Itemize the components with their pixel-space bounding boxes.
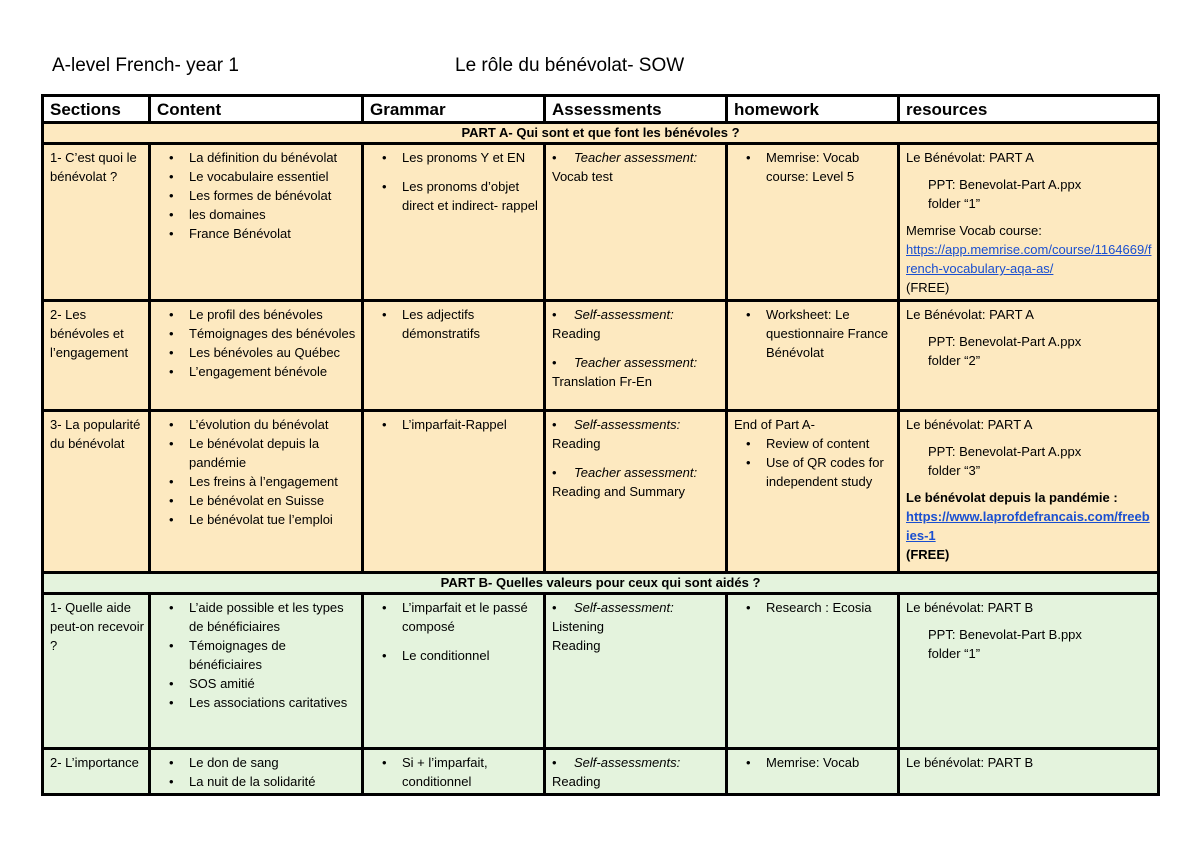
ppt-file: PPT: Benevolat-Part A.ppx (928, 444, 1082, 459)
resource-title: Le Bénévolat: PART A (906, 150, 1034, 165)
grammar-cell (363, 594, 545, 749)
list-item: • Research : Ecosia (734, 598, 893, 617)
part-b-heading-row (43, 573, 1159, 594)
assessment-text: Listening (552, 619, 605, 634)
content-cell (150, 594, 363, 749)
section-cell: 2- Les bénévoles et l’engagement (43, 301, 150, 411)
assessment-label: • Self-assessments: (552, 755, 680, 770)
folder-label: folder “2” (928, 353, 981, 368)
list-item: • les domaines (157, 205, 357, 224)
assessments-cell (545, 411, 727, 573)
folder-label: folder “3” (928, 463, 981, 478)
list-item: • La définition du bénévolat (157, 148, 357, 167)
resource-title: Le Bénévolat: PART A (906, 307, 1034, 322)
assessment-label: • Self-assessment: (552, 307, 674, 322)
list-item: • Le vocabulaire essentiel (157, 167, 357, 186)
scheme-of-work-table (41, 94, 1160, 796)
grammar-cell (363, 411, 545, 573)
column-header-grammar: Grammar (363, 96, 545, 123)
list-item: • Les adjectifs démonstratifs (370, 305, 539, 343)
list-item: • Memrise: Vocab course: Level 5 (734, 148, 893, 186)
list-item: • Le conditionnel (370, 646, 539, 665)
list-item: • Memrise: Vocab (734, 753, 893, 772)
homework-cell (727, 144, 899, 301)
list-item: • Le bénévolat depuis la pandémie (157, 434, 357, 472)
list-item: • L’engagement bénévole (157, 362, 357, 381)
ppt-file: PPT: Benevolat-Part A.ppx (928, 177, 1082, 192)
section-cell: 1- C’est quoi le bénévolat ? (43, 144, 150, 301)
memrise-link[interactable]: https://app.memrise.com/course/1164669/french-vocabulary-aqa-as/ (906, 242, 1152, 276)
ppt-file: PPT: Benevolat-Part A.ppx (928, 334, 1082, 349)
folder-label: folder “1” (928, 646, 981, 661)
grammar-cell (363, 144, 545, 301)
list-item: • Les associations caritatives (157, 693, 357, 712)
list-item: • Les pronoms d’objet direct et indirect- rappel (370, 177, 539, 215)
content-cell (150, 301, 363, 411)
assessment-text: Reading (552, 326, 601, 341)
list-item: • France Bénévolat (157, 224, 357, 243)
column-header-homework: homework (727, 96, 899, 123)
part-b-title: PART B- Quelles valeurs pour ceux qui sont aidés ? (43, 573, 1159, 594)
list-item: • Use of QR codes for independent study (734, 453, 893, 491)
memrise-label: Memrise Vocab course: (906, 223, 1042, 238)
list-item: • Témoignages des bénévoles (157, 324, 357, 343)
sow-title: Le rôle du bénévolat- SOW (455, 55, 685, 76)
table-row (43, 301, 1159, 411)
resource-title: Le bénévolat: PART B (906, 600, 1034, 615)
list-item: • Les freins à l’engagement (157, 472, 357, 491)
ppt-file: PPT: Benevolat-Part B.ppx (928, 627, 1082, 642)
assessment-text: Vocab test (552, 169, 613, 184)
list-item: • Les pronoms Y et EN (370, 148, 539, 167)
content-cell (150, 411, 363, 573)
content-cell (150, 144, 363, 301)
list-item: • Le profil des bénévoles (157, 305, 357, 324)
part-a-heading-row (43, 123, 1159, 144)
resources-cell (899, 749, 1159, 795)
table-row (43, 144, 1159, 301)
list-item: • SOS amitié (157, 674, 357, 693)
folder-label: folder “1” (928, 196, 981, 211)
section-cell: 1- Quelle aide peut-on recevoir ? (43, 594, 150, 749)
free-label: (FREE) (906, 280, 950, 295)
list-item: • L’évolution du bénévolat (157, 415, 357, 434)
assessments-cell (545, 594, 727, 749)
list-item: • Les formes de bénévolat (157, 186, 357, 205)
table-row (43, 594, 1159, 749)
section-cell: 3- La popularité du bénévolat (43, 411, 150, 573)
homework-cell (727, 749, 899, 795)
resource-title: Le bénévolat: PART B (906, 755, 1034, 770)
grammar-cell (363, 301, 545, 411)
extra-resource-label: Le bénévolat depuis la pandémie : (906, 490, 1118, 505)
list-item: • L’imparfait et le passé composé (370, 598, 539, 636)
assessment-label: • Teacher assessment: (552, 465, 697, 480)
resources-cell (899, 301, 1159, 411)
list-item: • La nuit de la solidarité (157, 772, 357, 791)
list-item: • L’aide possible et les types de bénéficiaires (157, 598, 357, 636)
document-header (52, 55, 1152, 85)
assessment-label: • Self-assessments: (552, 417, 680, 432)
list-item: • Le bénévolat en Suisse (157, 491, 357, 510)
assessment-text: Reading (552, 774, 601, 789)
assessments-cell (545, 749, 727, 795)
resources-cell (899, 144, 1159, 301)
laprofdefrancais-link[interactable]: https://www.laprofdefrancais.com/freebies-1 (906, 509, 1150, 543)
resource-title: Le bénévolat: PART A (906, 417, 1033, 432)
assessment-text: Reading (552, 436, 601, 451)
list-item: • Les bénévoles au Québec (157, 343, 357, 362)
assessment-text: Translation Fr-En (552, 374, 652, 389)
list-item: • L’imparfait-Rappel (370, 415, 539, 434)
assessment-label: • Self-assessment: (552, 600, 674, 615)
list-item: • Review of content (734, 434, 893, 453)
assessment-text: Reading and Summary (552, 484, 685, 499)
resources-cell (899, 411, 1159, 573)
assessment-label: • Teacher assessment: (552, 150, 697, 165)
homework-cell (727, 411, 899, 573)
course-title: A-level French- year 1 (52, 55, 239, 76)
list-item: • Témoignages de bénéficiaires (157, 636, 357, 674)
column-header-resources: resources (899, 96, 1159, 123)
list-item: • Le bénévolat tue l’emploi (157, 510, 357, 529)
part-a-title: PART A- Qui sont et que font les bénévoles ? (43, 123, 1159, 144)
list-item: • Le don de sang (157, 753, 357, 772)
homework-cell (727, 301, 899, 411)
assessments-cell (545, 301, 727, 411)
column-header-content: Content (150, 96, 363, 123)
column-header-sections: Sections (43, 96, 150, 123)
list-item: • Si + l’imparfait, conditionnel (370, 753, 539, 791)
assessments-cell (545, 144, 727, 301)
table-header-row (43, 96, 1159, 123)
section-cell: 2- L’importance (43, 749, 150, 795)
column-header-assessments: Assessments (545, 96, 727, 123)
content-cell (150, 749, 363, 795)
resources-cell (899, 594, 1159, 749)
list-item: • Worksheet: Le questionnaire France Bénévolat (734, 305, 893, 362)
table-row (43, 749, 1159, 795)
assessment-label: • Teacher assessment: (552, 355, 697, 370)
free-label: (FREE) (906, 547, 950, 562)
assessment-text: Reading (552, 638, 601, 653)
grammar-cell (363, 749, 545, 795)
homework-cell (727, 594, 899, 749)
homework-intro: End of Part A- (734, 417, 815, 432)
table-row (43, 411, 1159, 573)
